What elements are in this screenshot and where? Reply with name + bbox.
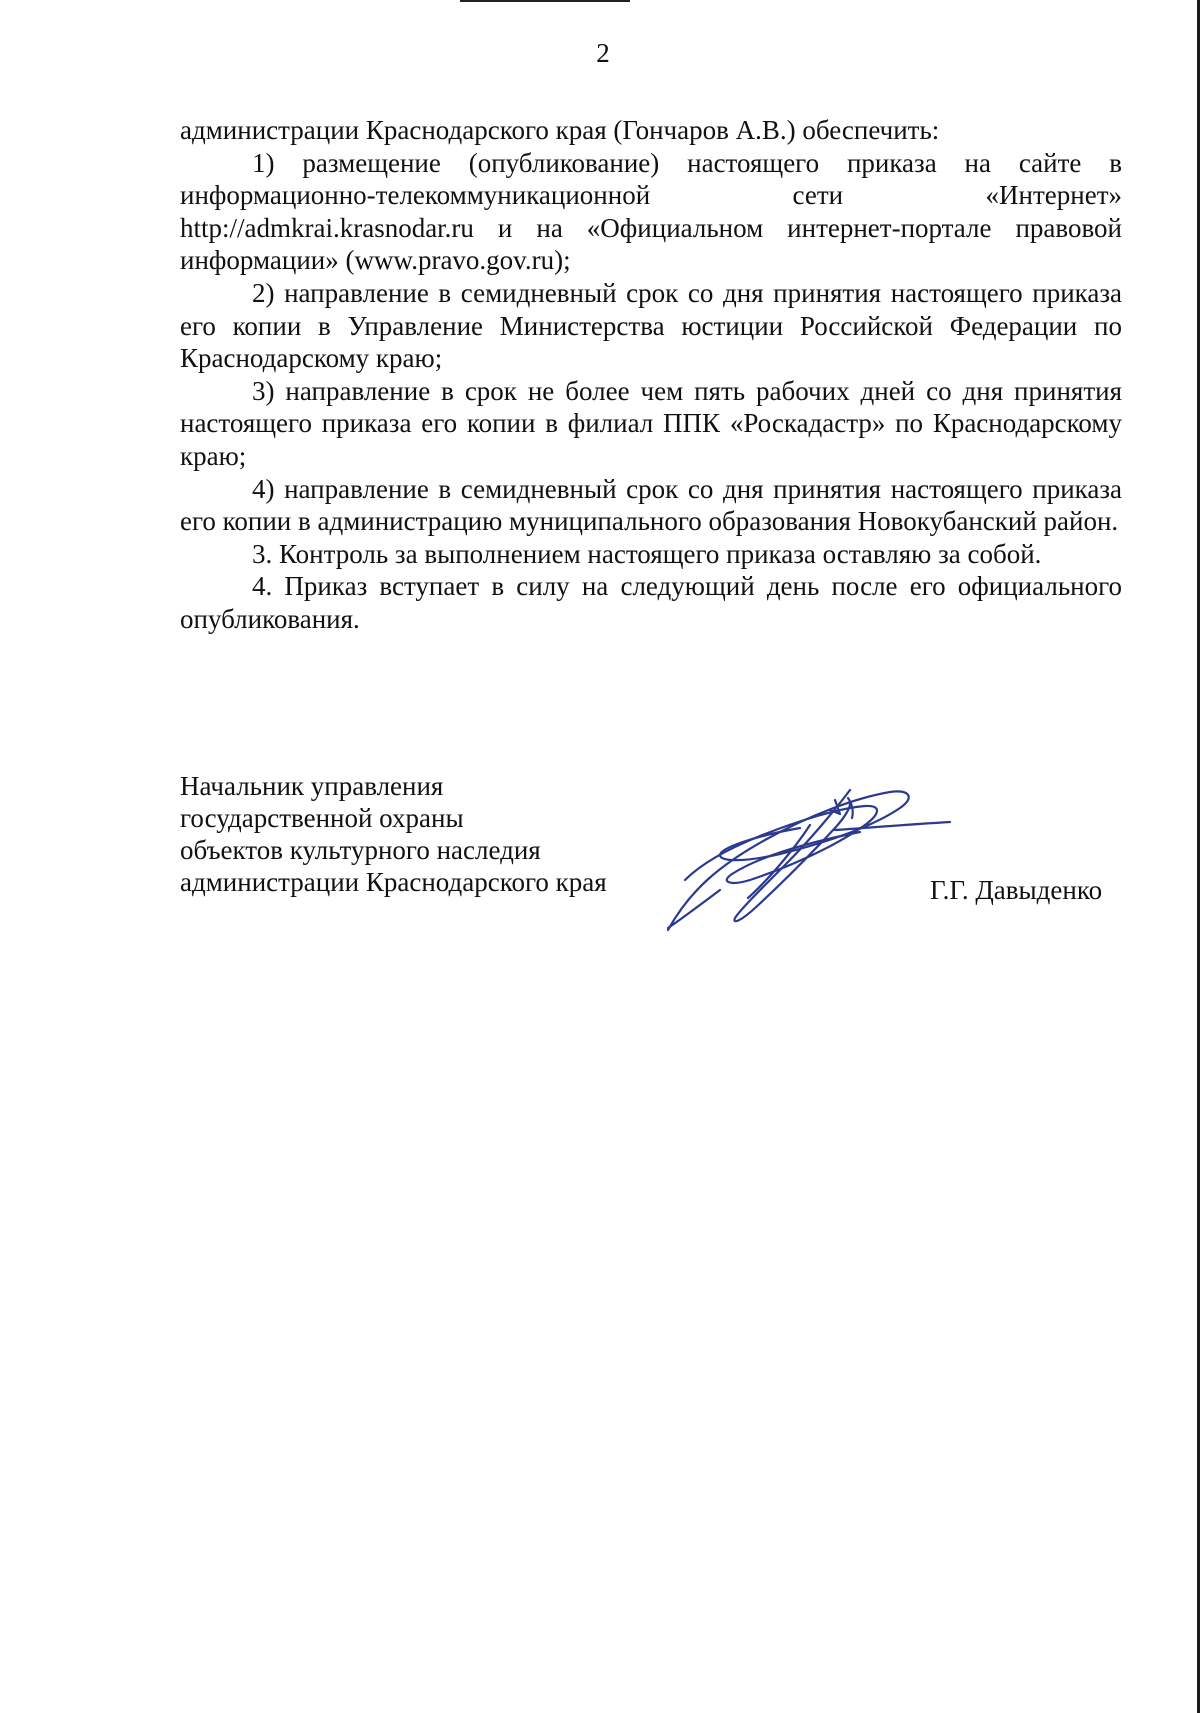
- paragraph-item-2: 2) направление в семидневный срок со дня принятия настоящего приказа его копии в Управление Министерства юстиции Российской Федерации по Краснодарскому краю;: [180, 277, 1122, 374]
- signer-position-line: Начальник управления: [180, 771, 444, 801]
- paragraph-item-1: 1) размещение (опубликование) настоящего приказа на сайте в информационно-телекоммуникационной сети «Интернет» http://admkrai.krasnodar.ru и на «Официальном интернет-портале правовой информации» (www.pravo.gov.ru);: [180, 147, 1122, 276]
- signer-position-line: администрации Краснодарского края: [180, 867, 607, 897]
- document-body: [180, 114, 1122, 636]
- paragraph-effective-date: 4. Приказ вступает в силу на следующий день после его официального опубликования.: [180, 571, 1122, 634]
- paragraph-intro: администрации Краснодарского края (Гончаров А.В.) обеспечить:: [180, 115, 940, 145]
- signer-position-line: объектов культурного наследия: [180, 835, 541, 865]
- signer-position: [180, 770, 607, 898]
- handwritten-signature: [660, 770, 960, 950]
- paragraph-item-4: 4) направление в семидневный срок со дня принятия настоящего приказа его копии в администрацию муниципального образования Новокубанский район.: [180, 473, 1122, 537]
- page-number: 2: [596, 38, 610, 68]
- scan-edge-top: [460, 0, 630, 2]
- paragraph-control: 3. Контроль за выполнением настоящего приказа оставляю за собой.: [252, 538, 1042, 569]
- signer-position-line: государственной охраны: [180, 803, 464, 833]
- paragraph-item-3: 3) направление в срок не более чем пять рабочих дней со дня принятия настоящего приказа его копии в филиал ППК «Роскадастр» по Краснодарскому краю;: [180, 375, 1122, 471]
- signer-name: Г.Г. Давыденко: [930, 875, 1103, 905]
